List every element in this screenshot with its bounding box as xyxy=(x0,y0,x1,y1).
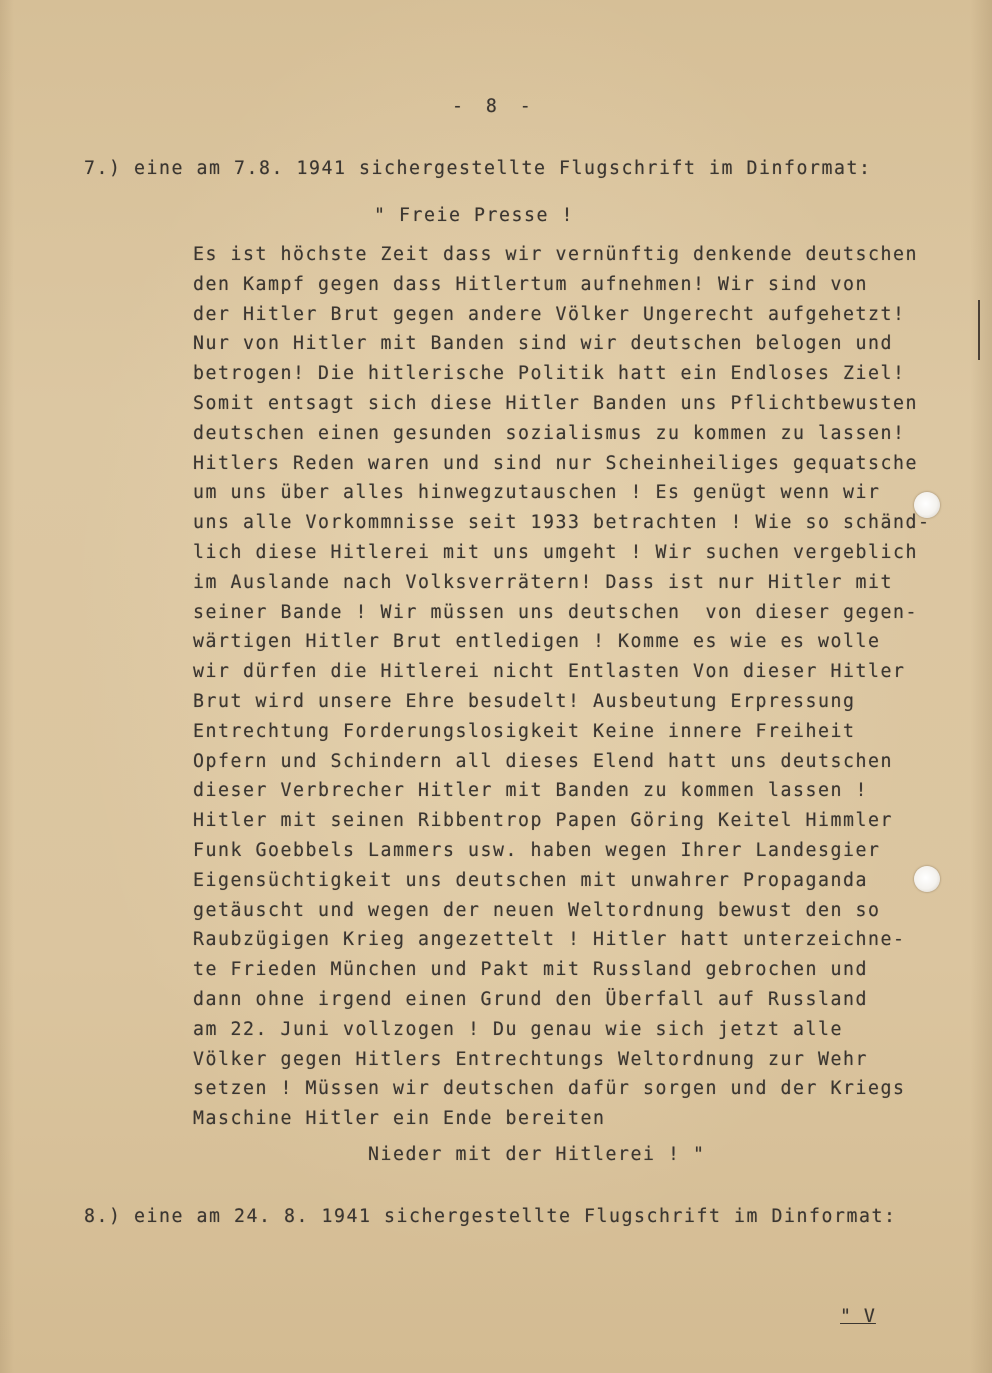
leaflet-line: getäuscht und wegen der neuen Weltordnung bewust den so xyxy=(193,899,881,921)
leaflet-line: setzen ! Müssen wir deutschen dafür sorgen und der Kriegs xyxy=(193,1078,906,1100)
leaflet-line: seiner Bande ! Wir müssen uns deutschen von dieser gegen- xyxy=(193,601,918,623)
leaflet-title: " Freie Presse ! xyxy=(374,205,574,226)
leaflet-line: te Frieden München und Pakt mit Russland gebrochen und xyxy=(193,959,868,981)
paper-edge-left xyxy=(0,0,14,1373)
leaflet-line: Nur von Hitler mit Banden sind wir deutschen belogen und xyxy=(193,333,893,355)
leaflet-line: Maschine Hitler ein Ende bereiten xyxy=(193,1108,606,1130)
leaflet-line: deutschen einen gesunden sozialismus zu kommen zu lassen! xyxy=(193,422,906,444)
leaflet-line: Somit entsagt sich diese Hitler Banden uns Pflichtbewusten xyxy=(193,393,918,414)
leaflet-line: Opfern und Schindern all dieses Elend hatt uns deutschen xyxy=(193,750,893,772)
page-number: - 8 - xyxy=(452,96,537,117)
leaflet-line: Hitlers Reden waren und sind nur Scheinheiliges gequatsche xyxy=(193,452,918,474)
leaflet-line: dann ohne irgend einen Grund den Überfall auf Russland xyxy=(193,989,868,1010)
leaflet-line: Hitler mit seinen Ribbentrop Papen Göring Keitel Himmler xyxy=(193,810,893,832)
leaflet-line: Raubzügigen Krieg angezettelt ! Hitler hatt unterzeichne- xyxy=(193,929,906,951)
leaflet-line: Brut wird unsere Ehre besudelt! Ausbeutung Erpressung xyxy=(193,691,856,712)
leaflet-line: wir dürfen die Hitlerei nicht Entlasten Von dieser Hitler xyxy=(193,661,906,683)
leaflet-line: Funk Goebbels Lammers usw. haben wegen Ihrer Landesgier xyxy=(193,840,881,861)
leaflet-line: um uns über alles hinwegzutauschen ! Es genügt wenn wir xyxy=(193,482,881,504)
leaflet-line: lich diese Hitlerei mit uns umgeht ! Wir suchen vergeblich xyxy=(193,542,918,563)
leaflet-line: dieser Verbrecher Hitler mit Banden zu kommen lassen ! xyxy=(193,780,868,802)
leaflet-line: am 22. Juni vollzogen ! Du genau wie sich jetzt alle xyxy=(193,1018,843,1040)
leaflet-closing: Nieder mit der Hitlerei ! " xyxy=(368,1144,706,1165)
item-8-intro: 8.) eine am 24. 8. 1941 sichergestellte Flugschrift im Dinformat: xyxy=(84,1206,897,1227)
leaflet-line: betrogen! Die hitlerische Politik hatt ein Endloses Ziel! xyxy=(193,363,906,385)
paper-edge-right xyxy=(970,0,992,1373)
leaflet-line: den Kampf gegen dass Hitlertum aufnehmen! Wir sind von xyxy=(193,273,868,295)
leaflet-line: Es ist höchste Zeit dass wir vernünftig denkende deutschen xyxy=(193,244,918,265)
paper-mark xyxy=(978,300,980,360)
leaflet-line: im Auslande nach Volksverrätern! Dass ist nur Hitler mit xyxy=(193,571,893,593)
leaflet-line: uns alle Vorkommnisse seit 1933 betrachten ! Wie so schänd- xyxy=(193,512,931,534)
item-7-intro: 7.) eine am 7.8. 1941 sichergestellte Flugschrift im Dinformat: xyxy=(84,158,872,179)
leaflet-line: der Hitler Brut gegen andere Völker Ungerecht aufgehetzt! xyxy=(193,303,906,325)
punch-hole-lower xyxy=(914,866,940,892)
leaflet-line: Entrechtung Forderungslosigkeit Keine innere Freiheit xyxy=(193,720,856,742)
leaflet-line: Völker gegen Hitlers Entrechtungs Weltordnung zur Wehr xyxy=(193,1048,868,1070)
leaflet-line: Eigensüchtigkeit uns deutschen mit unwahrer Propaganda xyxy=(193,869,868,891)
leaflet-line: wärtigen Hitler Brut entledigen ! Komme es wie es wolle xyxy=(193,631,881,653)
catchword: " V xyxy=(840,1306,876,1327)
